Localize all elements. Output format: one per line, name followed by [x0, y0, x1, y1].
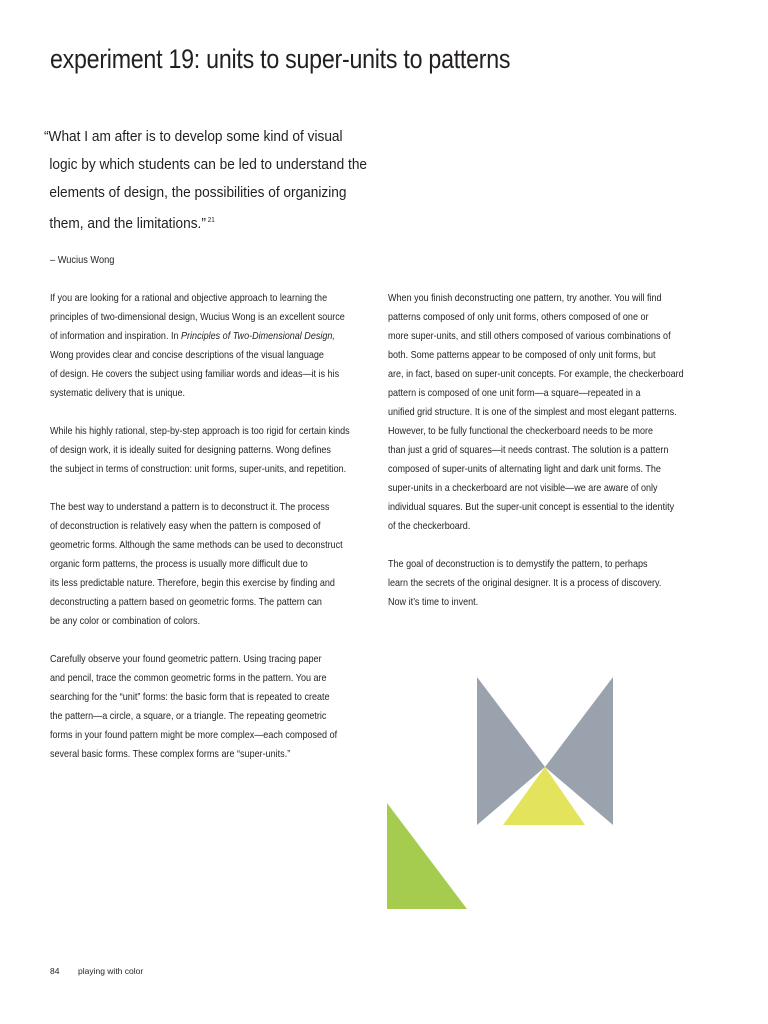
body-paragraph — [50, 422, 390, 479]
text-line: learn the secrets of the original designer. It is a process of discovery. — [388, 577, 662, 589]
text-line: the pattern—a circle, a square, or a triangle. The repeating geometric — [50, 710, 327, 722]
body-paragraph — [388, 289, 728, 536]
quote-line: elements of design, the possibilities of organizing — [49, 184, 347, 201]
text-line: pattern is composed of one unit form—a square—repeated in a — [388, 387, 641, 399]
geometric-pattern-illustration — [385, 675, 625, 915]
text-line: of design. He covers the subject using familiar words and ideas—it is his — [50, 368, 340, 380]
text-span: of information and inspiration. In — [50, 330, 179, 342]
text-line: deconstructing a pattern based on geometric forms. The pattern can — [50, 596, 322, 608]
quote-line-text: them, and the limitations.” — [49, 215, 206, 232]
quote-line: logic by which students can be led to understand the — [49, 156, 368, 173]
text-line: Now it’s time to invent. — [388, 596, 479, 608]
text-line: The best way to understand a pattern is to deconstruct it. The process — [50, 501, 330, 513]
section-name: playing with color — [78, 966, 144, 976]
text-line: are, in fact, based on super-unit concepts. For example, the checkerboard — [388, 368, 684, 380]
text-line: both. Some patterns appear to be composed of only unit forms, but — [388, 349, 656, 361]
text-line: of the checkerboard. — [388, 520, 471, 532]
text-line: be any color or combination of colors. — [50, 615, 201, 627]
text-line: geometric forms. Although the same methods can be used to deconstruct — [50, 539, 343, 551]
text-line: individual squares. But the super-unit concept is essential to the identity — [388, 501, 675, 513]
text-line: composed of super-units of alternating light and dark unit forms. The — [388, 463, 661, 475]
text-line — [50, 327, 342, 346]
pull-quote — [44, 123, 374, 238]
text-line: forms in your found pattern might be more complex—each composed of — [50, 729, 338, 741]
book-title: Principles of Two-Dimensional Design, — [181, 330, 335, 342]
quote-line: “What I am after is to develop some kind of visual — [44, 128, 343, 145]
right-column — [388, 289, 728, 631]
text-line: While his highly rational, step-by-step approach is too rigid for certain kinds — [50, 425, 350, 437]
text-line: systematic delivery that is unique. — [50, 387, 186, 399]
body-paragraph — [50, 498, 390, 631]
page-number: 84 — [50, 966, 60, 976]
text-line: Wong provides clear and concise descriptions of the visual language — [50, 349, 324, 361]
body-paragraph — [50, 289, 390, 403]
quote-line-last — [44, 207, 341, 238]
text-line: However, to be fully functional the checkerboard needs to be more — [388, 425, 654, 437]
text-line: principles of two-dimensional design, Wucius Wong is an excellent source — [50, 311, 345, 323]
quote-attribution: – Wucius Wong — [50, 254, 115, 266]
left-column — [50, 289, 390, 783]
body-paragraph — [388, 555, 728, 612]
text-line: searching for the “unit” forms: the basic form that is repeated to create — [50, 691, 330, 703]
text-line: several basic forms. These complex forms are “super-units.” — [50, 748, 291, 760]
text-line: its less predictable nature. Therefore, begin this exercise by finding and — [50, 577, 335, 589]
green-triangle — [387, 803, 467, 909]
text-line: than just a grid of squares—it needs contrast. The solution is a pattern — [388, 444, 669, 456]
text-line: organic form patterns, the process is usually more difficult due to — [50, 558, 308, 570]
text-line: When you finish deconstructing one pattern, try another. You will find — [388, 292, 662, 304]
text-line: super-units in a checkerboard are not visible—we are aware of only — [388, 482, 658, 494]
text-line: unified grid structure. It is one of the simplest and most elegant patterns. — [388, 406, 677, 418]
text-line: The goal of deconstruction is to demystify the pattern, to perhaps — [388, 558, 648, 570]
text-line: Carefully observe your found geometric pattern. Using tracing paper — [50, 653, 322, 665]
text-line: If you are looking for a rational and objective approach to learning the — [50, 292, 328, 304]
text-line: of deconstruction is relatively easy when the pattern is composed of — [50, 520, 321, 532]
text-line: the subject in terms of construction: unit forms, super-units, and repetition. — [50, 463, 347, 475]
footnote-reference: 21 — [207, 217, 215, 224]
text-line: of design work, it is ideally suited for designing patterns. Wong defines — [50, 444, 331, 456]
text-line: and pencil, trace the common geometric forms in the pattern. You are — [50, 672, 327, 684]
page-title: experiment 19: units to super-units to patterns — [50, 44, 511, 74]
text-line: patterns composed of only unit forms, others composed of one or — [388, 311, 649, 323]
body-paragraph — [50, 650, 390, 764]
text-line: more super-units, and still others composed of various combinations of — [388, 330, 671, 342]
